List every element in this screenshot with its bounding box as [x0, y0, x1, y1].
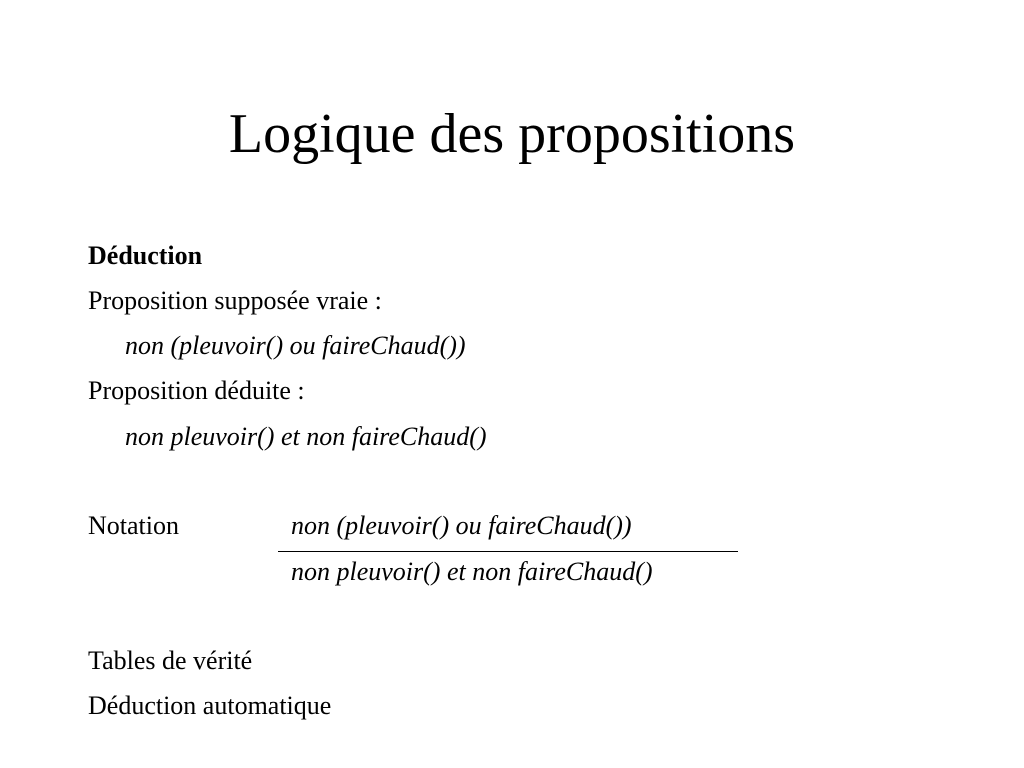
topic-truth-tables: Tables de vérité [88, 646, 253, 675]
notation-conclusion: non pleuvoir() et non faireChaud() [291, 557, 653, 586]
premise-label: Proposition supposée vraie : [88, 286, 382, 315]
deduction-heading: Déduction [88, 241, 203, 270]
topic-automatic-deduction: Déduction automatique [88, 691, 332, 720]
notation-premise: non (pleuvoir() ou faireChaud()) [291, 511, 632, 540]
conclusion-label: Proposition déduite : [88, 376, 305, 405]
premise-formula: non (pleuvoir() ou faireChaud()) [125, 331, 466, 360]
inference-rule-line [278, 551, 738, 552]
conclusion-formula: non pleuvoir() et non faireChaud() [125, 422, 487, 451]
slide-title: Logique des propositions [228, 103, 796, 165]
notation-label: Notation [88, 511, 179, 540]
